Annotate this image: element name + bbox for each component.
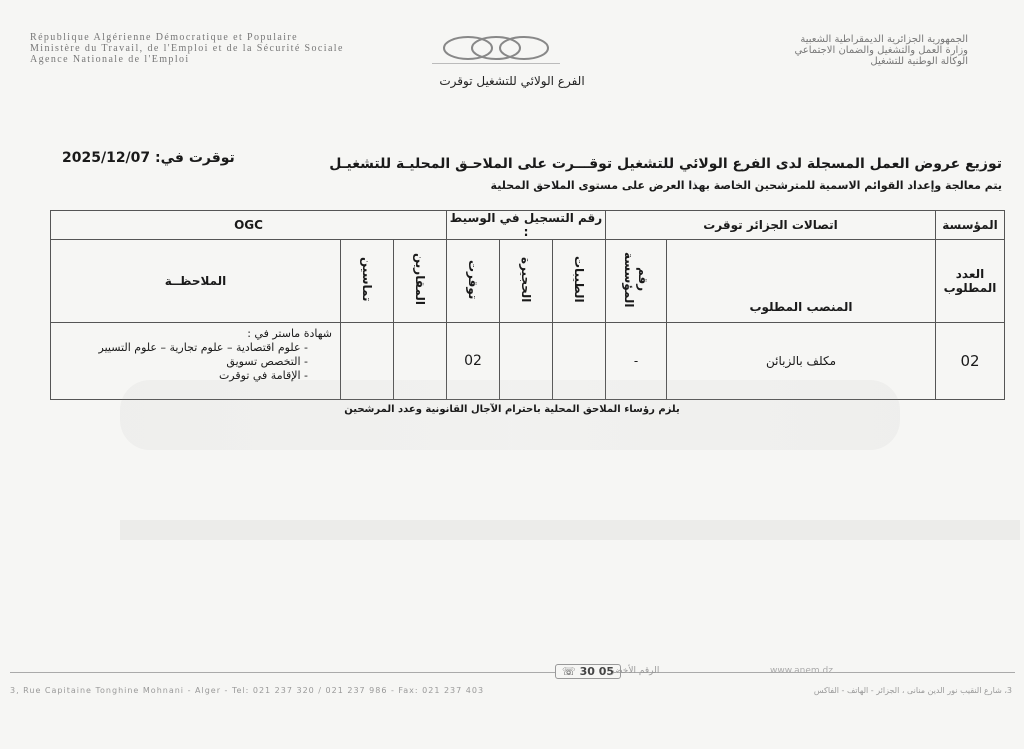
- logo-underline: [432, 63, 560, 64]
- cell-org-no: -: [606, 323, 667, 400]
- table-header-row: [51, 211, 1005, 240]
- col-taibat: الطيبات: [572, 256, 586, 303]
- header-fr-line3: Agence Nationale de l'Emploi: [30, 54, 190, 65]
- header-fr-line2: Ministère du Travail, de l'Emploi et de la Sécurité Sociale: [30, 43, 344, 54]
- reg-label-cell: رقم التسجيل في الوسيط :: [447, 211, 606, 240]
- date-label: توقرت في:: [155, 150, 235, 166]
- footer-website: www.anem.dz: [770, 666, 833, 676]
- branch-name: الفرع الولائي للتشغيل توقرت: [439, 74, 585, 88]
- col-position: المنصب المطلوب: [667, 240, 936, 323]
- org-label-cell: المؤسسة: [936, 211, 1005, 240]
- green-number-value: 30 05: [579, 665, 615, 678]
- footer-divider: [10, 672, 1015, 673]
- col-count: العدد المطلوب: [936, 240, 1005, 323]
- date-value: 2025/12/07: [62, 150, 151, 166]
- watermark-background: [120, 380, 900, 450]
- document-title: توزيع عروض العمل المسجلة لدى الفرع الولائي للتشغيل توقـــرت على الملاحـق المحليـة للتشغيـل: [329, 156, 1002, 172]
- cell-count: 02: [936, 323, 1005, 400]
- col-touggourt: توقرت: [466, 259, 480, 300]
- cell-touggourt: 02: [447, 323, 500, 400]
- job-offers-table: [50, 210, 1005, 400]
- col-notes: الملاحظــة: [51, 240, 341, 323]
- org-value-cell: اتصالات الجزائر توقرت: [606, 211, 936, 240]
- notes-list: [59, 341, 332, 383]
- header-ar-line2: وزارة العمل والتشغيل والضمان الاجتماعي: [794, 45, 968, 56]
- header-ar-line3: الوكالة الوطنية للتشغيل: [870, 56, 968, 67]
- cell-position: مكلف بالزبائن: [667, 323, 936, 400]
- document-date: [62, 150, 235, 166]
- header-ar-line1: الجمهورية الجزائرية الديمقراطية الشعبية: [800, 34, 968, 45]
- document-subtitle: يتم معالجة وإعداد القوائم الاسمية للمترشحين الخاصة بهذا العرض على مستوى الملاحق المحلية: [490, 179, 1002, 192]
- col-tamacine: تماسين: [360, 257, 374, 302]
- footnote: يلزم رؤساء الملاحق المحلية باحترام الآجال القانونية وعدد المرشحين: [344, 404, 680, 415]
- scan-band: [120, 520, 1020, 540]
- reg-value-cell: OGC: [51, 211, 447, 240]
- notes-title: شهادة ماستر في :: [247, 327, 332, 340]
- header-french: [30, 32, 400, 65]
- footer-address-fr: 3, Rue Capitaine Tonghine Mohnani - Alger - Tel: 021 237 320 / 021 237 986 - Fax: 021 237 403: [10, 686, 485, 695]
- green-number-label: الرقم الأخضر: [610, 666, 660, 676]
- notes-item: - علوم اقتصادية – علوم تجارية – علوم التسيير: [59, 341, 308, 355]
- header-fr-line1: République Algérienne Démocratique et Populaire: [30, 32, 298, 43]
- notes-item: - الإقامة في توقرت: [59, 369, 308, 383]
- notes-item: - التخصص تسويق: [59, 355, 308, 369]
- col-hjira: الحجيرة: [519, 256, 533, 303]
- header-arabic: [578, 34, 968, 67]
- col-org-no: رقم المؤسسة: [622, 251, 650, 308]
- green-number: ☏ 30 05: [555, 664, 621, 679]
- col-megarine: المقارين: [413, 253, 427, 306]
- anem-logo-icon: [436, 34, 556, 62]
- footer-address-ar: 3، شارع النقيب نور الدين منانى ، الجزائر - الهاتف - الفاكس: [813, 686, 1012, 695]
- table-column-row: [51, 240, 1005, 323]
